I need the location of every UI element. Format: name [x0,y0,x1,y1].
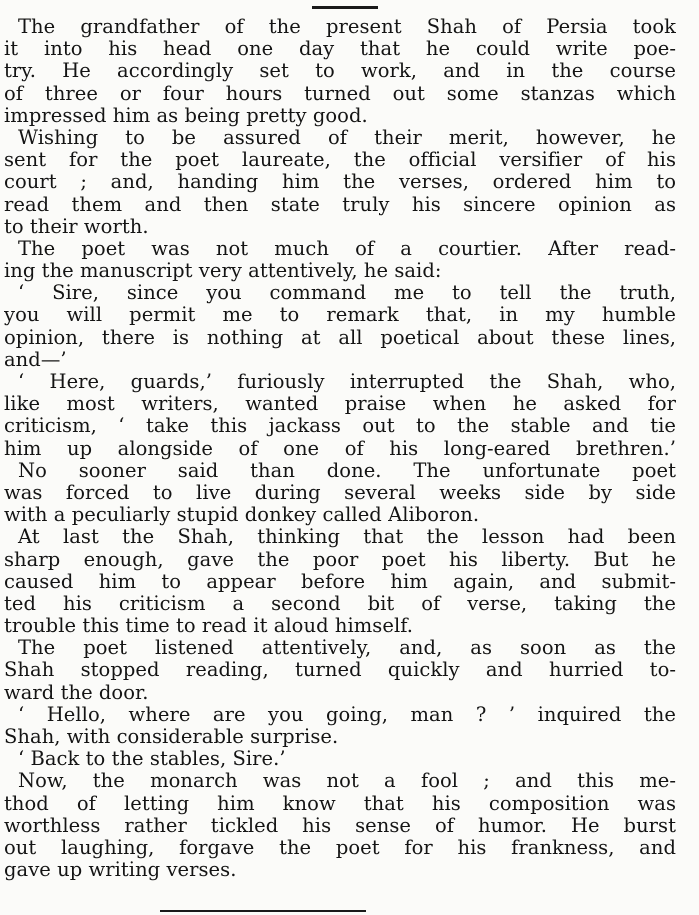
article-line: Shah stopped reading, turned quickly and hurried to- [4,659,676,682]
article-line: read them and then state truly his sincere opinion as [4,193,676,216]
article-line: out laughing, forgave the poet for his frankness, and [4,836,676,859]
article-line: ing the manuscript very attentively, he said: [4,260,442,283]
article-line: ward the door. [4,681,149,704]
article-line: opinion, there is nothing at all poetical about these lines, [4,326,676,349]
article-line: impressed him as being pretty good. [4,104,368,127]
article-line: Shah, with considerable surprise. [4,726,339,748]
article-line: At last the Shah, thinking that the lesson had been [18,526,676,549]
article-line: thod of letting him know that his composition was [4,792,676,815]
article-line: like most writers, wanted praise when he asked for [4,393,676,416]
article-line: Now, the monarch was not a fool ; and this me- [18,770,676,793]
article-line: gave up writing verses. [4,859,237,882]
article-line: caused him to appear before him again, and submit- [4,570,676,593]
article-line: sharp enough, gave the poor poet his liberty. But he [4,548,676,571]
article-line: ‘ Back to the stables, Sire.’ [18,748,286,771]
article-line: The poet listened attentively, and, as soon as the [18,637,676,660]
article-line: trouble this time to read it aloud himself. [4,615,414,638]
article-line: him up alongside of one of his long-eared brethren.’ [4,437,676,460]
article-line: ‘ Hello, where are you going, man ? ’ inquired the [18,703,676,726]
article-line: Wishing to be assured of their merit, however, he [18,126,676,149]
article-line: criticism, ‘ take this jackass out to the stable and tie [4,415,676,438]
article-line: court ; and, handing him the verses, ordered him to [4,171,676,194]
article-line: to their worth. [4,215,149,238]
article-line: worthless rather tickled his sense of humor. He burst [4,814,676,837]
article-line: ‘ Here, guards,’ furiously interrupted the Shah, who, [18,371,676,393]
article-line: it into his head one day that he could write poe- [4,38,676,61]
article-line: The poet was not much of a courtier. After read- [18,237,676,260]
article-line: was forced to live during several weeks side by side [4,481,676,504]
bottom-rule [160,910,366,912]
article-body [4,16,676,881]
article-line: try. He accordingly set to work, and in the course [4,60,676,83]
article-line: ‘ Sire, since you command me to tell the truth, [18,282,676,305]
article-line: ted his criticism a second bit of verse, taking the [4,592,676,615]
article-line: you will permit me to remark that, in my humble [4,304,676,327]
article-line: No sooner said than done. The unfortunate poet [18,459,676,482]
article-line: sent for the poet laureate, the official versifier of his [4,149,676,172]
top-rule [312,6,378,9]
article-line: and—’ [4,348,67,371]
article-line: of three or four hours turned out some stanzas which [4,82,676,105]
article-line: The grandfather of the present Shah of Persia took [18,16,676,38]
article-line: with a peculiarly stupid donkey called Aliboron. [4,504,480,527]
